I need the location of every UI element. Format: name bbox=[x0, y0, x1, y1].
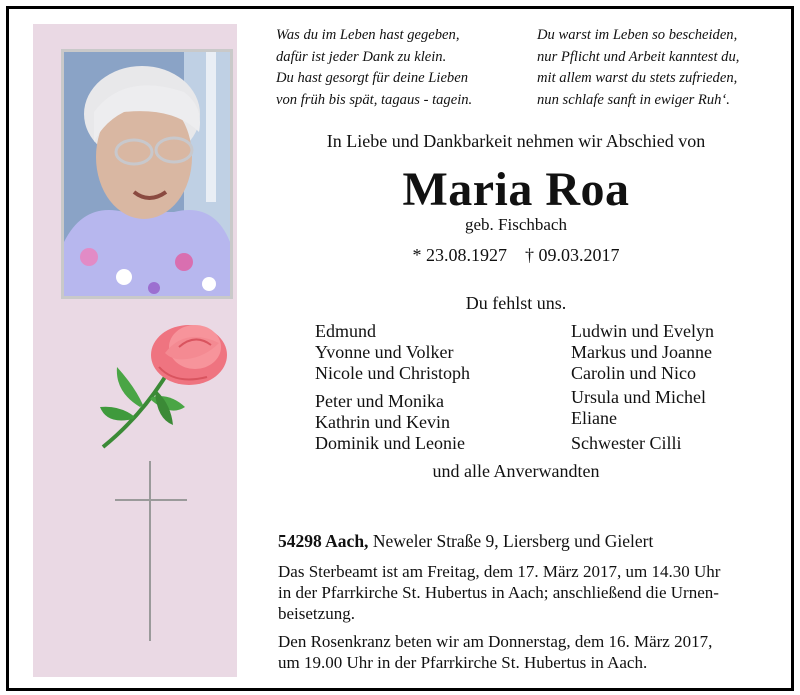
relative-name: Eliane bbox=[571, 408, 617, 428]
death-date: † 09.03.2017 bbox=[525, 245, 620, 265]
relative-name: Markus und Joanne bbox=[571, 342, 712, 362]
relative-name: Yvonne und Volker bbox=[315, 342, 454, 362]
verse-line: nun schlafe sanft in ewiger Ruh‘. bbox=[537, 91, 730, 108]
obituary-frame bbox=[6, 6, 794, 691]
relative-name: Carolin und Nico bbox=[571, 363, 696, 383]
funeral-notice bbox=[278, 561, 788, 624]
verse-line: dafür ist jeder Dank zu klein. bbox=[276, 48, 447, 65]
verse-line: Du hast gesorgt für deine Lieben bbox=[276, 70, 468, 86]
address bbox=[278, 531, 788, 552]
relatives-left-group-2 bbox=[315, 391, 465, 454]
relatives-tail: und alle Anverwandten bbox=[432, 461, 600, 481]
funeral-line: beisetzung. bbox=[278, 604, 355, 623]
relative-name: Nicole und Christoph bbox=[315, 363, 470, 383]
funeral-line: in der Pfarrkirche St. Hubertus in Aach; anschließend die Urnen- bbox=[278, 583, 719, 602]
rose-icon bbox=[95, 307, 235, 457]
verse-left bbox=[276, 25, 472, 111]
relative-name: Ursula und Michel bbox=[571, 387, 706, 407]
portrait-illustration bbox=[64, 52, 230, 296]
relatives-right-group-3 bbox=[571, 433, 682, 454]
address-city: 54298 Aach, bbox=[278, 531, 369, 551]
portrait-photo bbox=[61, 49, 233, 299]
verse-line: mit allem warst du stets zufrieden, bbox=[537, 70, 738, 86]
verse-line: von früh bis spät, tagaus - tagein. bbox=[276, 91, 473, 108]
verse-right bbox=[537, 25, 739, 111]
verse-line: Was du im Leben hast gegeben, bbox=[276, 27, 460, 43]
relative-name: Edmund bbox=[315, 321, 376, 341]
address-street: Neweler Straße 9, Liersberg und Gielert bbox=[368, 531, 654, 551]
birth-date: * 23.08.1927 bbox=[412, 245, 507, 265]
relatives-right-group-2 bbox=[571, 387, 706, 429]
deceased-name: Maria Roa bbox=[402, 163, 630, 216]
verse-line: nur Pflicht und Arbeit kanntest du, bbox=[537, 48, 740, 65]
rosary-notice bbox=[278, 631, 788, 673]
relatives-right-group-1 bbox=[571, 321, 714, 384]
relatives-left-group-1 bbox=[315, 321, 470, 384]
miss-text: Du fehlst uns. bbox=[465, 293, 567, 313]
relative-name: Ludwin und Evelyn bbox=[571, 321, 714, 341]
decorative-sidebar bbox=[33, 24, 237, 677]
relative-name: Kathrin und Kevin bbox=[315, 412, 450, 432]
cross-icon bbox=[115, 461, 187, 641]
verse-line: Du warst im Leben so bescheiden, bbox=[537, 27, 738, 43]
funeral-line: Das Sterbeamt ist am Freitag, dem 17. März 2017, um 14.30 Uhr bbox=[278, 562, 721, 581]
relative-name: Schwester Cilli bbox=[571, 433, 682, 453]
relative-name: Dominik und Leonie bbox=[315, 433, 465, 453]
relative-name: Peter und Monika bbox=[315, 391, 444, 411]
intro-text: In Liebe und Dankbarkeit nehmen wir Abschied von bbox=[326, 131, 706, 151]
rosary-line: um 19.00 Uhr in der Pfarrkirche St. Hubertus in Aach. bbox=[278, 653, 648, 672]
life-dates bbox=[249, 245, 783, 266]
rosary-line: Den Rosenkranz beten wir am Donnerstag, dem 16. März 2017, bbox=[278, 632, 713, 651]
maiden-name: geb. Fischbach bbox=[465, 215, 567, 234]
